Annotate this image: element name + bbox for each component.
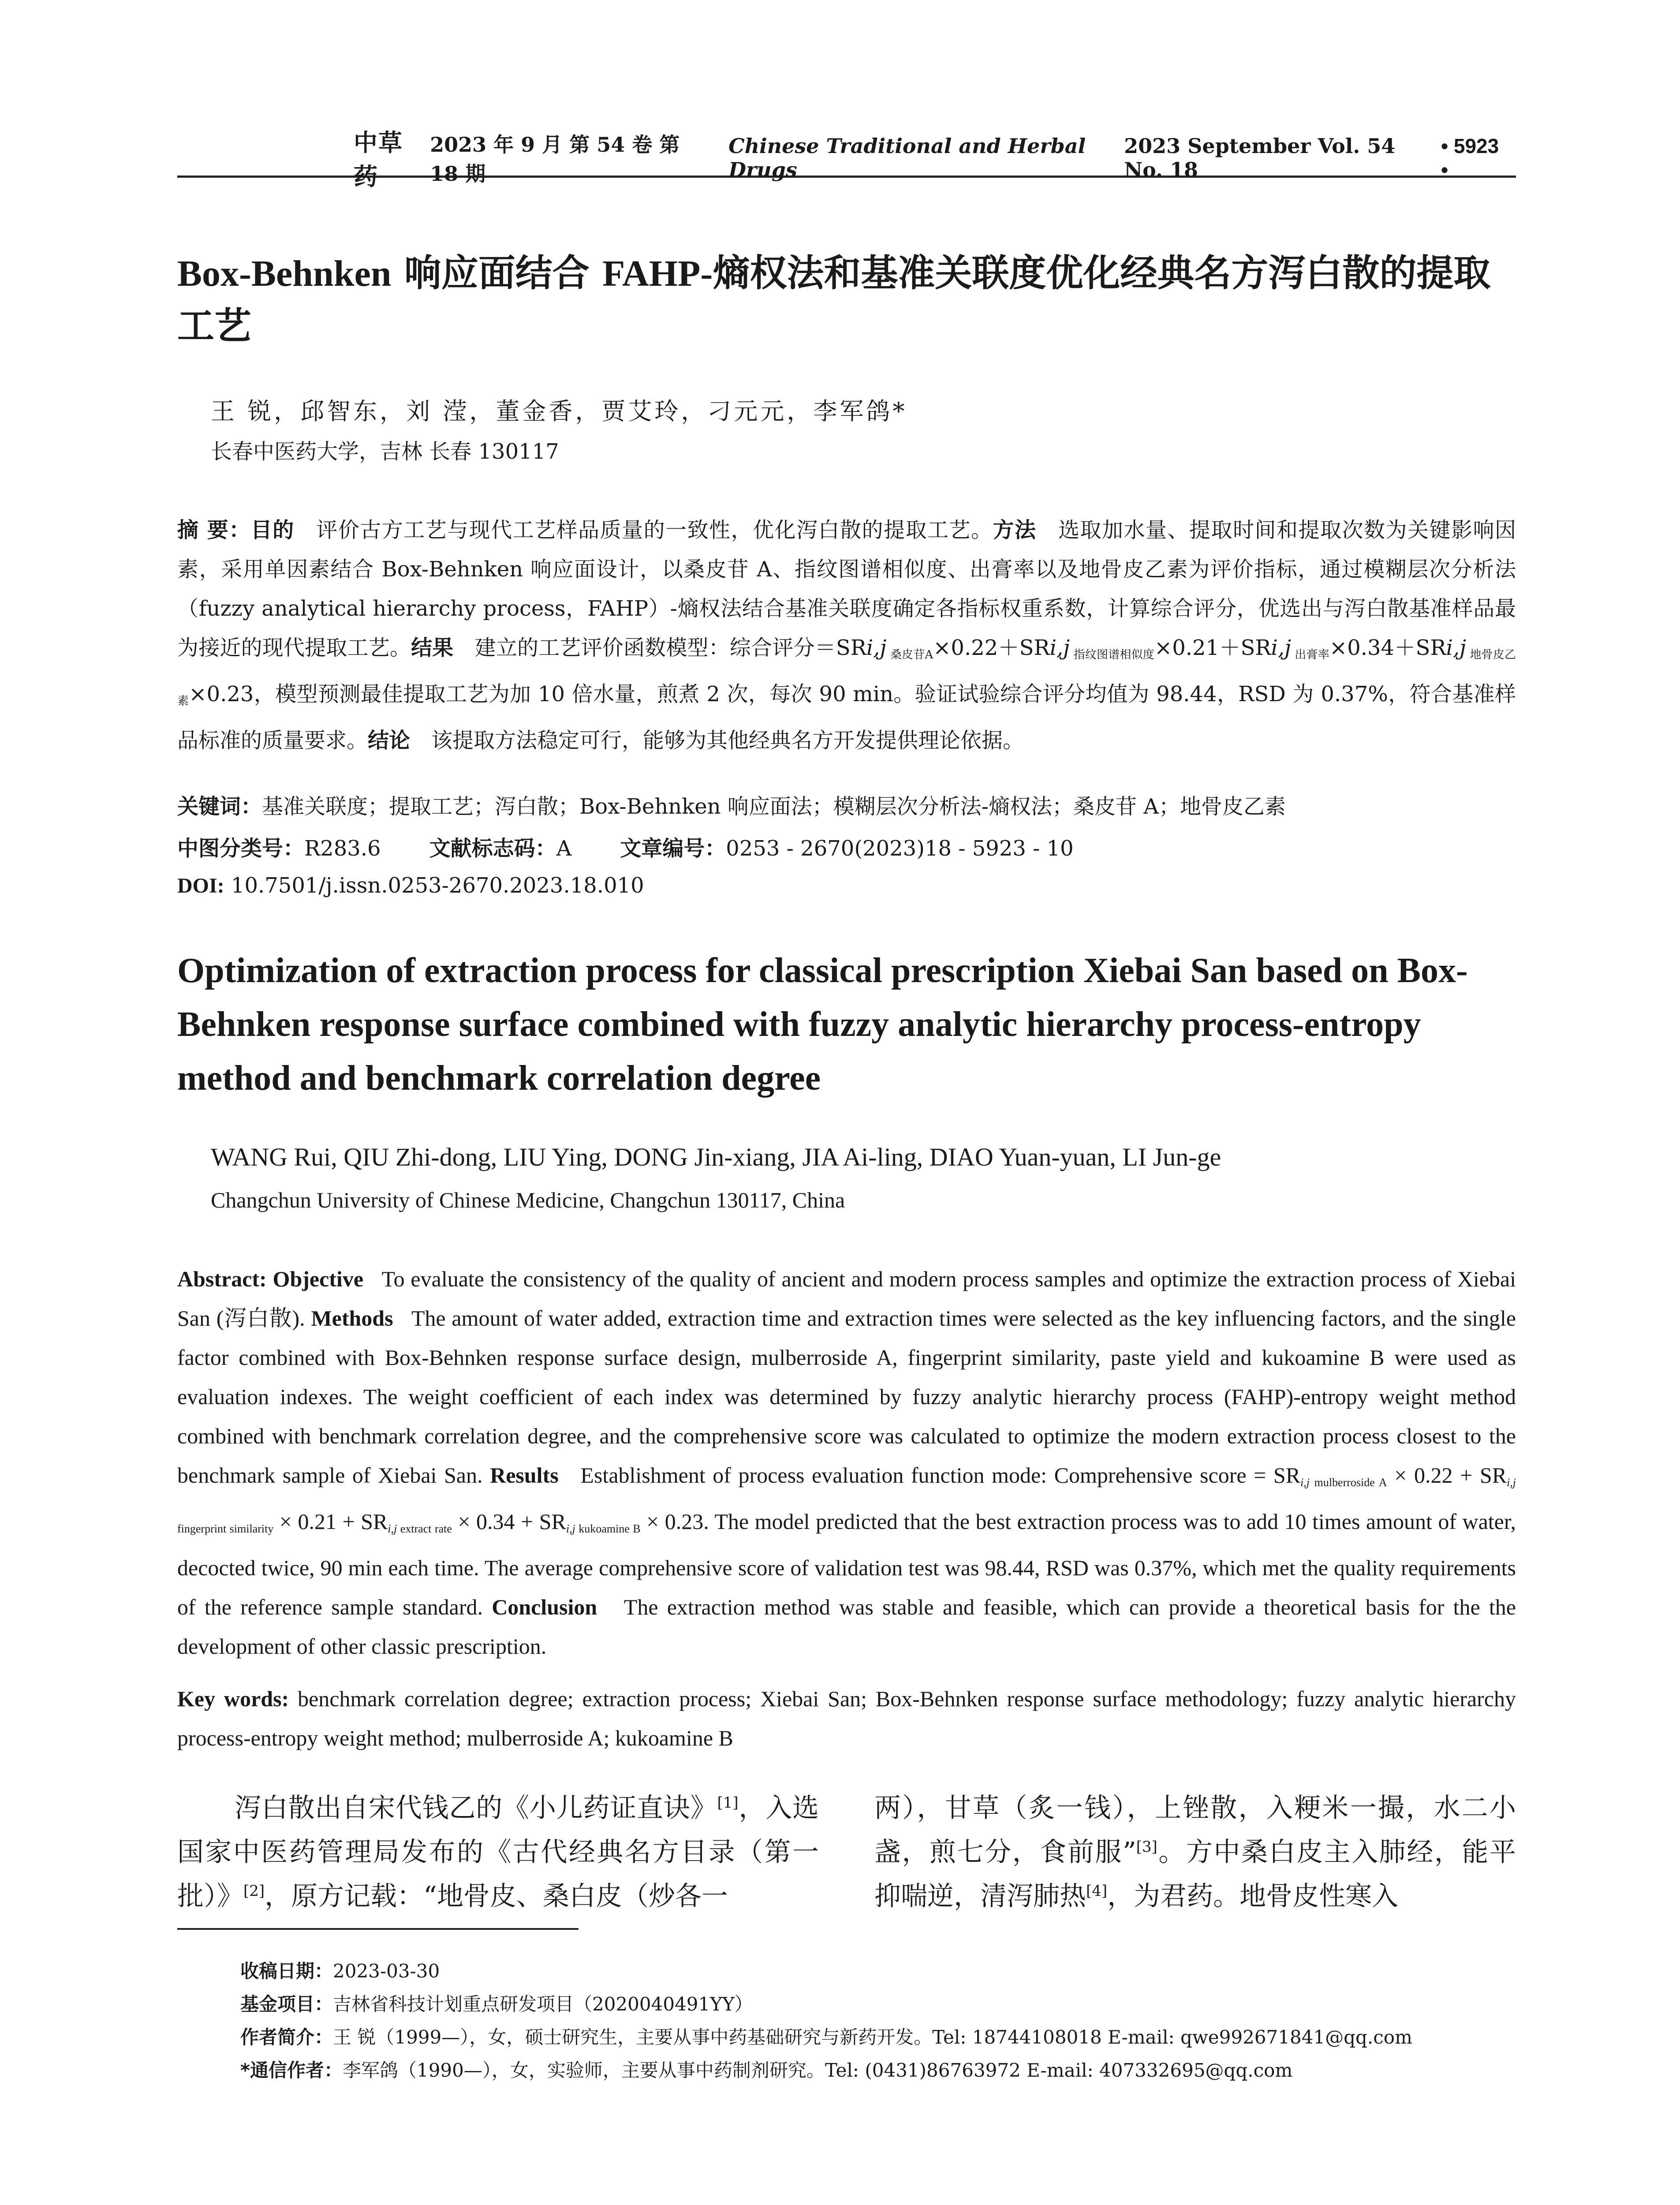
objective-en: To evaluate the consistency of the quality of ancient and modern process samples and optimize the extraction process of Xiebai San (泻白散).	[177, 1267, 1516, 1330]
title-cn-latin-2: FAHP-	[602, 253, 713, 294]
ij-en-4: i,j	[566, 1522, 575, 1535]
page-number: • 5923 •	[1441, 135, 1499, 181]
body-right-c: ，为君药。地骨皮性寒入	[1107, 1881, 1399, 1912]
objective-cn: 评价古方工艺与现代工艺样品质量的一致性，优化泻白散的提取工艺。	[316, 518, 993, 542]
fund-value: 吉林省科技计划重点研发项目（2020040491YY）	[333, 1993, 753, 2015]
body-left-b: ，入选国家中医药管理局发布的《古代经典名方目录（第一批）》	[177, 1793, 819, 1912]
conclusion-cn: 该提取方法稳定可行，能够为其他经典名方开发提供理论依据。	[431, 728, 1024, 753]
affiliation-cn: 长春中医药大学，吉林 长春 130117	[211, 439, 559, 464]
footnote-received	[240, 1958, 1519, 1984]
keywords-cn-text: 基准关联度；提取工艺；泻白散；Box-Behnken 响应面法；模糊层次分析法-熵权法；桑皮苷 A；地骨皮乙素	[262, 794, 1286, 819]
sub-1: 桑皮苷A	[886, 648, 933, 662]
fund-label: 基金项目：	[240, 1993, 333, 2015]
title-cn	[177, 247, 1518, 352]
footnote-author	[240, 2024, 1519, 2051]
abstract-cn-label: 摘 要：	[177, 518, 251, 542]
methods-label-cn: 方法	[993, 518, 1037, 542]
abstract-cn	[177, 511, 1516, 760]
received-label: 收稿日期：	[240, 1960, 333, 1982]
doc-code	[429, 831, 572, 862]
ij-en-2: i,j	[1507, 1476, 1516, 1489]
affiliation-en: Changchun University of Chinese Medicine, Changchun 130117, China	[211, 1188, 845, 1212]
ref-4[interactable]: [4]	[1086, 1882, 1108, 1900]
methods-cn: 选取加水量、提取时间和提取次数为关键影响因素，采用单因素结合 Box-Behnken 响应面设计，以桑皮苷 A、指纹图谱相似度、出膏率以及地骨皮乙素为评价指标，通过模糊层次分析法（fuzzy analytical hierarchy process，FAHP）-熵权法结合基准关联度确定各指标权重系数，计算综合评分，优选出与泻白散基准样品最为接近的现代提取工艺。	[177, 518, 1516, 660]
body-column-left	[177, 1786, 819, 1918]
body-right-b: 。方中桑白皮主入肺经，能平抑喘逆，清泻肺热	[874, 1837, 1516, 1912]
methods-label-en: Methods	[311, 1306, 393, 1330]
keywords-cn-label: 关键词：	[177, 794, 262, 819]
results-cn-e: ×0.23，模型预测最佳提取工艺为加 10 倍水量，煎煮 2 次，每次 90 min。验证试验综合评分均值为 98.44，RSD 为 0.37%，符合基准样品标准的质量要求。	[177, 682, 1516, 753]
doc-label: 文献标志码：	[429, 836, 556, 861]
doc-value: A	[556, 836, 572, 861]
body-left-c: ，原方记载：“地骨皮、桑白皮（炒各一	[265, 1881, 728, 1912]
ij-sub-3: i,j	[1271, 635, 1291, 660]
results-cn-b: ×0.22＋SR	[933, 635, 1050, 660]
ij-sub-1: i,j	[866, 635, 887, 660]
conclusion-label-en: Conclusion	[492, 1595, 597, 1619]
methods-en: The amount of water added, extraction time and extraction times were selected as the key influencing factors, and the single factor combined with Box-Behnken response surface design, mulberroside A, fingerprint similarity, paste yield and kukoamine B were used as evaluation indexes. The weight coefficient of each index was determined by fuzzy analytic hierarchy process (FAHP)-entropy weight method combined with benchmark correlation degree, and the comprehensive score was calculated to optimize the modern extraction process closest to the benchmark sample of Xiebai San.	[177, 1306, 1516, 1487]
title-cn-part-1: 响应面结合	[391, 251, 602, 295]
issue-en: 2023 September Vol. 54 No. 18	[1124, 134, 1396, 182]
art-value: 0253 - 2670(2023)18 - 5923 - 10	[726, 836, 1074, 861]
abstract-en	[177, 1259, 1516, 1666]
ref-1[interactable]: [1]	[717, 1794, 739, 1812]
results-en-e: × 0.23. The model predicted that the best extraction process was to add 10 times amount of water, decocted twice, 90 min each time. The average comprehensive score of validation test was 98.44, RSD was 0.37%, which met the quality requirements of the reference sample standard.	[177, 1509, 1516, 1619]
sub-3: 出膏率	[1291, 648, 1329, 662]
body-right-a: 两），甘草（炙一钱），上锉散，入粳米一撮，水二小盏，煎七分，食前服”	[874, 1793, 1516, 1868]
article-number	[620, 831, 1073, 862]
doi-label: DOI:	[177, 874, 224, 897]
sub-en-4: kukoamine B	[575, 1522, 641, 1535]
keywords-cn	[177, 789, 1516, 820]
clc-value: R283.6	[304, 836, 381, 861]
corr-label: *通信作者：	[240, 2059, 343, 2081]
footnote-corresponding	[240, 2057, 1519, 2084]
journal-name-en: Chinese Traditional and Herbal Drugs	[728, 134, 1086, 182]
conclusion-label-cn: 结论	[368, 728, 411, 753]
doi-value[interactable]: 10.7501/j.issn.0253-2670.2023.18.010	[224, 873, 644, 898]
results-en-d: × 0.34 + SR	[452, 1509, 566, 1534]
keywords-en-text: benchmark correlation degree; extraction process; Xiebai San; Box-Behnken response surface methodology; fuzzy analytic hierarchy process-entropy weight method; mulberroside A; kukoamine B	[177, 1686, 1516, 1750]
issue-cn: 2023 年 9 月 第 54 卷 第 18 期	[430, 133, 680, 186]
keywords-en-label: Key words:	[177, 1686, 289, 1711]
keywords-en	[177, 1679, 1516, 1758]
title-cn-part-2: 熵权法和基准关联度优化经典名方泻白散的提取工艺	[177, 251, 1491, 348]
sub-2: 指纹图谱相似度	[1070, 648, 1154, 662]
body-left-a: 泻白散出自宋代钱乙的《小儿药证直诀》	[235, 1793, 717, 1824]
clc-code	[177, 831, 381, 862]
authors-en: WANG Rui, QIU Zhi-dong, LIU Ying, DONG Jin-xiang, JIA Ai-ling, DIAO Yuan-yuan, LI Jun-ge	[211, 1143, 1221, 1171]
results-label-cn: 结果	[411, 635, 454, 660]
ij-sub-2: i,j	[1049, 635, 1070, 660]
authors-cn: 王 锐，邱智东，刘 滢，董金香，贾艾玲，刁元元，李军鸽*	[211, 397, 907, 425]
results-cn-a: 建立的工艺评价函数模型：综合评分＝SR	[474, 635, 866, 660]
title-en: Optimization of extraction process for classical prescription Xiebai San based on Box-Behnken response surface combined with fuzzy analytic hierarchy process-entropy method and benchmark correlation degree	[177, 951, 1468, 1098]
ref-3[interactable]: [3]	[1136, 1838, 1157, 1856]
ij-en-3: i,j	[388, 1522, 397, 1535]
results-en-b: × 0.22 + SR	[1387, 1463, 1507, 1487]
title-cn-latin-1: Box-Behnken	[177, 253, 392, 294]
sub-en-1: mulberroside A	[1310, 1476, 1387, 1489]
author-value: 王 锐（1999—），女，硕士研究生，主要从事中药基础研究与新药开发。Tel: 18744108018 E-mail: qwe992671841@qq.com	[333, 2026, 1412, 2048]
sub-en-2: fingerprint similarity	[177, 1522, 274, 1535]
running-header	[177, 128, 1516, 191]
objective-label-cn: 目的	[250, 518, 295, 542]
received-value: 2023-03-30	[333, 1960, 440, 1982]
body-column-right	[874, 1786, 1516, 1918]
sub-en-3: extract rate	[397, 1522, 452, 1535]
conclusion-en: The extraction method was stable and feasible, which can provide a theoretical basis for the the development of other classic prescription.	[177, 1595, 1516, 1659]
doi-line	[177, 873, 644, 898]
author-label: 作者简介：	[240, 2026, 333, 2048]
results-label-en: Results	[490, 1463, 559, 1487]
journal-name-cn: 中草药	[354, 128, 403, 191]
footnote-fund	[240, 1991, 1519, 2018]
ij-en-1: i,j	[1300, 1476, 1310, 1489]
ref-2[interactable]: [2]	[243, 1882, 265, 1900]
results-en-c: × 0.21 + SR	[273, 1509, 388, 1534]
results-cn-c: ×0.21＋SR	[1154, 635, 1271, 660]
results-en-a: Establishment of process evaluation function mode: Comprehensive score = SR	[580, 1463, 1301, 1487]
results-cn-d: ×0.34＋SR	[1329, 635, 1446, 660]
art-label: 文章编号：	[620, 836, 726, 861]
corr-value: 李军鸽（1990—），女，实验师，主要从事中药制剂研究。Tel: (0431)86763972 E-mail: 407332695@qq.com	[342, 2059, 1293, 2081]
footnote-divider	[177, 1928, 579, 1930]
abstract-en-label: Abstract: Objective	[177, 1267, 364, 1291]
clc-label: 中图分类号：	[177, 836, 305, 861]
ij-sub-4: i,j	[1446, 635, 1466, 660]
sub-4: 地骨皮乙素	[177, 648, 1516, 708]
classification-line	[177, 831, 1516, 862]
